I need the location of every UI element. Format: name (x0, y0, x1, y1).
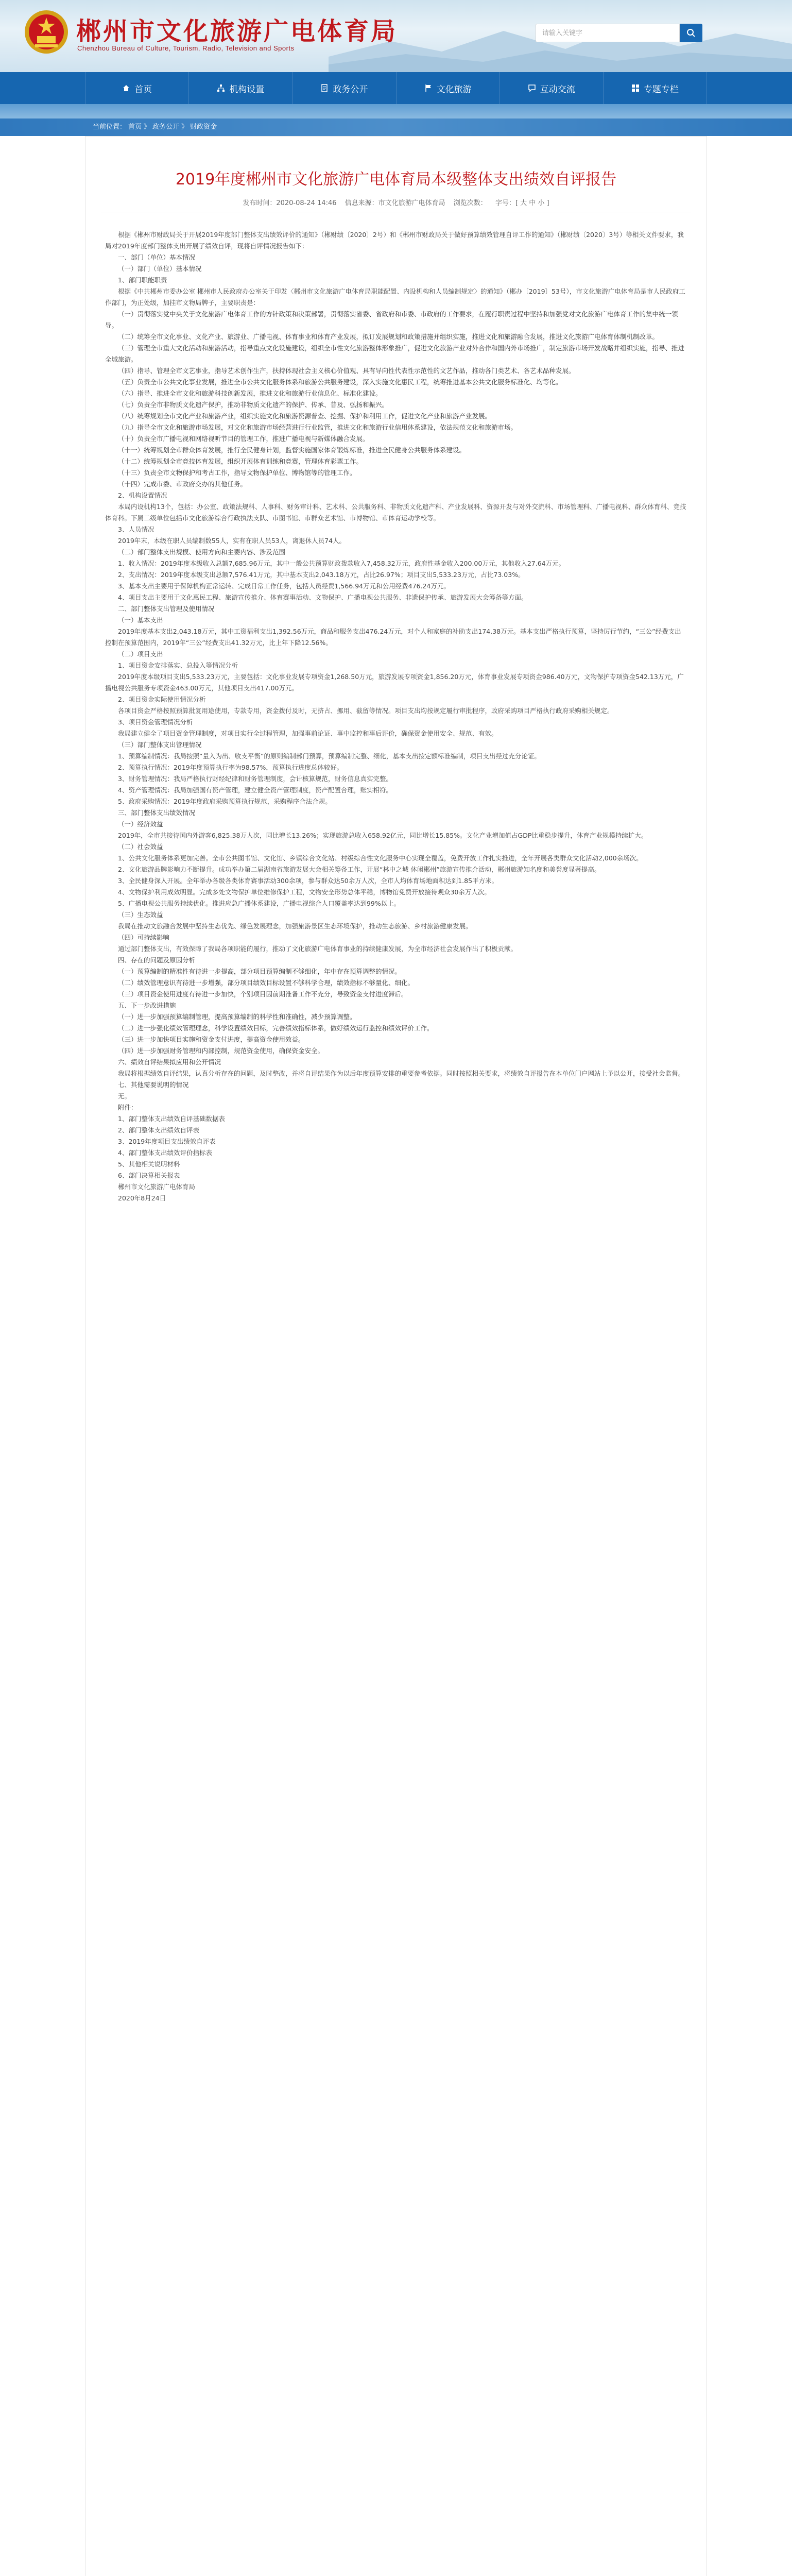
body-paragraph: 1、部门职能职责 (118, 276, 167, 284)
body-paragraph: （一）进一步加强预算编制管理，提高预算编制的科学性和准确性，减少预算调整。 (118, 1013, 356, 1021)
body-paragraph: （八）统筹规划全市文化产业和旅游产业，组织实施文化和旅游资源普查、挖掘、保护和利用工作，促进文化产业和旅游产业发展。 (118, 412, 492, 420)
font-size-switch[interactable]: 字号：[ 大 中 小 ] (495, 199, 549, 207)
body-paragraph: 3、基本支出主要用于保障机构正常运转、完成日常工作任务，包括人员经费1,566.94万元和公用经费476.24万元。 (118, 582, 450, 590)
body-paragraph: 1、预算编制情况：我局按照“量入为出、收支平衡”的原则编制部门预算，预算编制完整、细化，基本支出按定额标准编制，项目支出经过充分论证。 (118, 752, 541, 760)
body-paragraph: （二）进一步强化绩效管理理念，科学设置绩效目标，完善绩效指标体系，做好绩效运行监控和绩效评价工作。 (118, 1024, 434, 1032)
body-paragraph: 2020年8月24日 (118, 1194, 166, 1202)
body-paragraph: 2019年度本级项目支出5,533.23万元，主要包括：文化事业发展专项资金1,268.50万元，旅游发展专项资金1,856.20万元，体育事业发展专项资金986.40万元，文物保护专项资金542.13万元，广播电视公共服务专项资金463.00万元，其他项目支出417.00万元。 (105, 673, 684, 692)
body-paragraph: （二）社会效益 (118, 843, 163, 851)
body-paragraph: 三、部门整体支出绩效情况 (118, 809, 196, 817)
body-paragraph: 六、绩效自评结果拟应用和公开情况 (118, 1058, 221, 1066)
body-paragraph: （一）经济效益 (118, 820, 163, 828)
body-paragraph: 2019年，全市共接待国内外游客6,825.38万人次，同比增长13.26%；实现旅游总收入658.92亿元，同比增长15.85%。文化产业增加值占GDP比重稳步提升，体育产业规模持续扩大。 (118, 832, 648, 839)
nav-item-special-topics[interactable]: 专题专栏 (603, 72, 707, 104)
body-paragraph: 3、人员情况 (118, 526, 154, 533)
search-input[interactable]: 请输入关键字 (536, 24, 680, 42)
article-container (85, 136, 707, 2576)
body-paragraph: 3、项目资金管理情况分析 (118, 718, 193, 726)
breadcrumb-link-gov-affairs[interactable]: 政务公开 (152, 123, 180, 131)
body-paragraph: （一）部门（单位）基本情况 (118, 265, 202, 273)
body-paragraph: 二、部门整体支出管理及使用情况 (118, 605, 215, 613)
body-paragraph: （三）部门整体支出管理情况 (118, 741, 202, 749)
view-count: 浏览次数： (453, 199, 487, 207)
body-paragraph: （二）项目支出 (118, 650, 163, 658)
body-paragraph: 2、预算执行情况：2019年度预算执行率为98.57%，预算执行进度总体较好。 (118, 764, 343, 771)
body-paragraph: 附件： (118, 1104, 137, 1111)
body-paragraph: （七）负责全市非物质文化遗产保护，推动非物质文化遗产的保护、传承、普及、弘扬和振兴。 (118, 401, 389, 409)
flag-icon (424, 84, 433, 92)
body-paragraph: 4、部门整体支出绩效评价指标表 (118, 1149, 212, 1157)
body-paragraph: （一）预算编制的精准性有待进一步提高，部分项目预算编制不够细化，年中存在预算调整的情况。 (118, 968, 402, 975)
body-paragraph: 根据《中共郴州市委办公室 郴州市人民政府办公室关于印发〈郴州市文化旅游广电体育局职能配置、内设机构和人员编制规定〉的通知》（郴办〔2019〕53号），市文化旅游广电体育局是市人民政府工作部门，为正处级，加挂市文物局牌子，主要职责是： (105, 287, 685, 307)
body-paragraph: 2019年末，本级在职人员编制数55人，实有在职人员53人，离退休人员74人。 (118, 537, 346, 545)
body-paragraph: 根据《郴州市财政局关于开展2019年度部门整体支出绩效评价的通知》（郴财绩〔2020〕2号）和《郴州市财政局关于做好预算绩效管理自评工作的通知》（郴财绩〔2020〕3号）等相关文件要求，我局对2019年度部门整体支出开展了绩效自评，现将自评情况报告如下： (105, 231, 684, 250)
body-paragraph: 五、下一步改进措施 (118, 1002, 176, 1009)
body-paragraph: 2、机构设置情况 (118, 492, 167, 499)
body-paragraph: （一）贯彻落实党中央关于文化旅游广电体育工作的方针政策和决策部署，贯彻落实省委、省政府和市委、市政府的工作要求，在履行职责过程中坚持和加强党对文化旅游广电体育工作的集中统一领导。 (105, 310, 678, 329)
site-subtitle: Chenzhou Bureau of Culture, Tourism, Radio, Television and Sports (77, 44, 295, 52)
body-paragraph: （十一）统筹规划全市群众体育发展，推行全民健身计划，监督实施国家体育锻炼标准，推进全民健身公共服务体系建设。 (118, 446, 466, 454)
body-paragraph: 2、文化旅游品牌影响力不断提升。成功举办第二届湖南省旅游发展大会相关筹备工作，开展“林中之城 休闲郴州”旅游宣传推介活动，郴州旅游知名度和美誉度显著提高。 (118, 866, 601, 873)
body-paragraph: （三）生态效益 (118, 911, 163, 919)
body-paragraph: 6、部门决算相关报表 (118, 1172, 180, 1179)
article-body (105, 229, 687, 1204)
body-paragraph: （五）负责全市公共文化事业发展，推进全市公共文化服务体系和旅游公共服务建设，深入实施文化惠民工程，统筹推进基本公共文化服务标准化、均等化。 (118, 378, 562, 386)
body-paragraph: 1、公共文化服务体系更加完善。全市公共图书馆、文化馆、乡镇综合文化站、村级综合性文化服务中心实现全覆盖，免费开放工作扎实推进，全年开展各类群众文化活动2,000余场次。 (118, 854, 643, 862)
body-paragraph: 3、全民健身深入开展。全年举办各级各类体育赛事活动300余项，参与群众达50余万人次，全市人均体育场地面积达到1.85平方米。 (118, 877, 498, 885)
body-paragraph: 郴州市文化旅游广电体育局 (118, 1183, 196, 1191)
breadcrumb (93, 118, 219, 136)
body-paragraph: （二）统筹全市文化事业、文化产业、旅游业、广播电视、体育事业和体育产业发展，拟订发展规划和政策措施并组织实施，推进文化和旅游融合发展，推进文化旅游广电体育体制机制改革。 (118, 333, 659, 341)
body-paragraph: 5、其他相关说明材料 (118, 1160, 180, 1168)
breadcrumb-separator: 》 (144, 123, 151, 131)
breadcrumb-prefix: 当前位置： (93, 123, 127, 131)
nav-item-culture-tourism[interactable]: 文化旅游 (396, 72, 500, 104)
info-source: 信息来源：市文化旅游广电体育局 (345, 199, 445, 207)
body-paragraph: 4、资产管理情况：我局加强国有资产管理，建立健全资产管理制度，资产配置合理，账实相符。 (118, 786, 392, 794)
grid-icon (631, 84, 640, 92)
body-paragraph: 5、广播电视公共服务持续优化。推进应急广播体系建设，广播电视综合人口覆盖率达到99%以上。 (118, 900, 401, 907)
body-paragraph: （二）绩效管理意识有待进一步增强，部分项目绩效目标设置不够科学合理，绩效指标不够量化、细化。 (118, 979, 415, 987)
body-paragraph: 通过部门整体支出，有效保障了我局各项职能的履行，推动了文化旅游广电体育事业的持续健康发展，为全市经济社会发展作出了积极贡献。 (118, 945, 518, 953)
home-icon (122, 84, 130, 92)
body-paragraph: 2、支出情况：2019年度本级支出总额7,576.41万元，其中基本支出2,043.18万元，占比26.97%；项目支出5,533.23万元，占比73.03%。 (118, 571, 525, 579)
search-button[interactable] (680, 24, 702, 42)
body-paragraph: 我局建立健全了项目资金管理制度，对项目实行全过程管理，加强事前论证、事中监控和事后评价，确保资金使用安全、规范、有效。 (118, 730, 498, 737)
banner-strip (0, 104, 792, 118)
site-header (0, 0, 792, 72)
body-paragraph: （三）进一步加快项目实施和资金支付进度，提高资金使用效益。 (118, 1036, 305, 1043)
body-paragraph: 无。 (118, 1092, 131, 1100)
body-paragraph: （十四）完成市委、市政府交办的其他任务。 (118, 480, 247, 488)
breadcrumb-link-finance[interactable]: 财政资金 (190, 123, 217, 131)
publish-time: 发布时间：2020-08-24 14:46 (243, 199, 337, 207)
body-paragraph: 1、项目资金安排落实、总投入等情况分析 (118, 662, 238, 669)
body-paragraph: 3、2019年度项目支出绩效自评表 (118, 1138, 216, 1145)
body-paragraph: （四）指导、管理全市文艺事业，指导艺术创作生产，扶持体现社会主义核心价值观、具有导向性代表性示范性的文艺作品，推动各门类艺术、各艺术品种发展。 (118, 367, 575, 375)
article-title: 2019年度郴州市文化旅游广电体育局本级整体支出绩效自评报告 (175, 171, 617, 189)
body-paragraph: 4、文物保护利用成效明显。完成多处文物保护单位维修保护工程，文物安全形势总体平稳，博物馆免费开放接待观众30余万人次。 (118, 888, 491, 896)
document-icon (320, 84, 329, 92)
main-nav (0, 72, 792, 104)
body-paragraph: 本局内设机构13个，包括：办公室、政策法规科、人事科、财务审计科、艺术科、公共服务科、非物质文化遗产科、产业发展科、资源开发与对外交流科、市场管理科、广播电视科、群众体育科、竞技体育科。下属二级单位包括市文化旅游综合行政执法支队、市图书馆、市群众艺术馆、市博物馆、市体育运动学校等。 (105, 503, 686, 522)
body-paragraph: 5、政府采购情况：2019年度政府采购预算执行规范，采购程序合法合规。 (118, 798, 332, 805)
body-paragraph: 各项目资金严格按照预算批复用途使用，专款专用，资金拨付及时，无挤占、挪用、截留等情况。项目支出均按规定履行审批程序，政府采购项目严格执行政府采购相关规定。 (118, 707, 614, 715)
body-paragraph: 2、项目资金实际使用情况分析 (118, 696, 206, 703)
body-paragraph: 我局将根据绩效自评结果，认真分析存在的问题，及时整改，并将自评结果作为以后年度预算安排的重要参考依据。同时按照相关要求，将绩效自评报告在本单位门户网站上予以公开，接受社会监督。 (118, 1070, 685, 1077)
breadcrumb-link-home[interactable]: 首页 (128, 123, 142, 131)
nav-item-organization[interactable]: 机构设置 (188, 72, 292, 104)
body-paragraph: （二）部门整体支出规模、使用方向和主要内容、涉及范围 (118, 548, 286, 556)
search-icon (686, 28, 696, 38)
body-paragraph: （一）基本支出 (118, 616, 163, 624)
body-paragraph: （三）管理全市重大文化活动和旅游活动，指导重点文化设施建设，组织全市性文化旅游整体形象推广，促进文化旅游产业对外合作和国内外市场推广，制定旅游市场开发战略并组织实施，指导、推进全域旅游。 (105, 344, 685, 363)
breadcrumb-bar (0, 118, 792, 136)
body-paragraph: 一、部门（单位）基本情况 (118, 253, 196, 261)
org-icon (217, 84, 225, 92)
nav-item-home[interactable]: 首页 (85, 72, 188, 104)
body-paragraph: 七、其他需要说明的情况 (118, 1081, 189, 1089)
body-paragraph: 4、项目支出主要用于文化惠民工程、旅游宣传推介、体育赛事活动、文物保护、广播电视公共服务、非遗保护传承、旅游发展大会筹备等方面。 (118, 594, 528, 601)
body-paragraph: （三）项目资金使用进度有待进一步加快，个别项目因前期准备工作不充分，导致资金支付进度滞后。 (118, 990, 408, 998)
chat-icon (528, 84, 536, 92)
body-paragraph: 2019年度基本支出2,043.18万元，其中工资福利支出1,392.56万元，商品和服务支出476.24万元，对个人和家庭的补助支出174.38万元。基本支出严格执行预算，坚持厉行节约，“三公”经费支出控制在预算范围内，2019年“三公”经费支出41.32万元，比上年下降12.56%。 (105, 628, 681, 647)
body-paragraph: 四、存在的问题及原因分析 (118, 956, 196, 964)
nav-item-gov-affairs[interactable]: 政务公开 (292, 72, 395, 104)
site-title[interactable]: 郴州市文化旅游广电体育局 (76, 17, 398, 46)
body-paragraph: （十二）统筹规划全市竞技体育发展，组织开展体育训练和竞赛，管理体育彩票工作。 (118, 457, 363, 465)
body-paragraph: （六）指导、推进全市文化和旅游科技创新发展，推进文化和旅游行业信息化、标准化建设。 (118, 389, 382, 397)
body-paragraph: （九）指导全市文化和旅游市场发展，对文化和旅游市场经营进行行业监管，推进文化和旅游行业信用体系建设，依法规范文化和旅游市场。 (118, 423, 518, 431)
article-meta (85, 197, 707, 207)
breadcrumb-separator: 》 (181, 123, 188, 131)
body-paragraph: 1、部门整体支出绩效自评基础数据表 (118, 1115, 225, 1123)
body-paragraph: 1、收入情况：2019年度本级收入总额7,685.96万元，其中一般公共预算财政拨款收入7,458.32万元，政府性基金收入200.00万元，其他收入27.64万元。 (118, 560, 565, 567)
body-paragraph: （十）负责全市广播电视和网络视听节目的管理工作，推进广播电视与新媒体融合发展。 (118, 435, 369, 443)
body-paragraph: 2、部门整体支出绩效自评表 (118, 1126, 199, 1134)
nav-item-interaction[interactable]: 互动交流 (500, 72, 603, 104)
body-paragraph: 我局在推动文旅融合发展中坚持生态优先、绿色发展理念，加强旅游景区生态环境保护，推动生态旅游、乡村旅游健康发展。 (118, 922, 472, 930)
body-paragraph: （十三）负责全市文物保护和考古工作，指导文物保护单位、博物馆等的管理工作。 (118, 469, 356, 477)
body-paragraph: （四）进一步加强财务管理和内部控制，规范资金使用，确保资金安全。 (118, 1047, 324, 1055)
national-emblem-icon (24, 9, 69, 55)
body-paragraph: （四）可持续影响 (118, 934, 170, 941)
body-paragraph: 3、财务管理情况：我局严格执行财经纪律和财务管理制度，会计核算规范，财务信息真实完整。 (118, 775, 392, 783)
